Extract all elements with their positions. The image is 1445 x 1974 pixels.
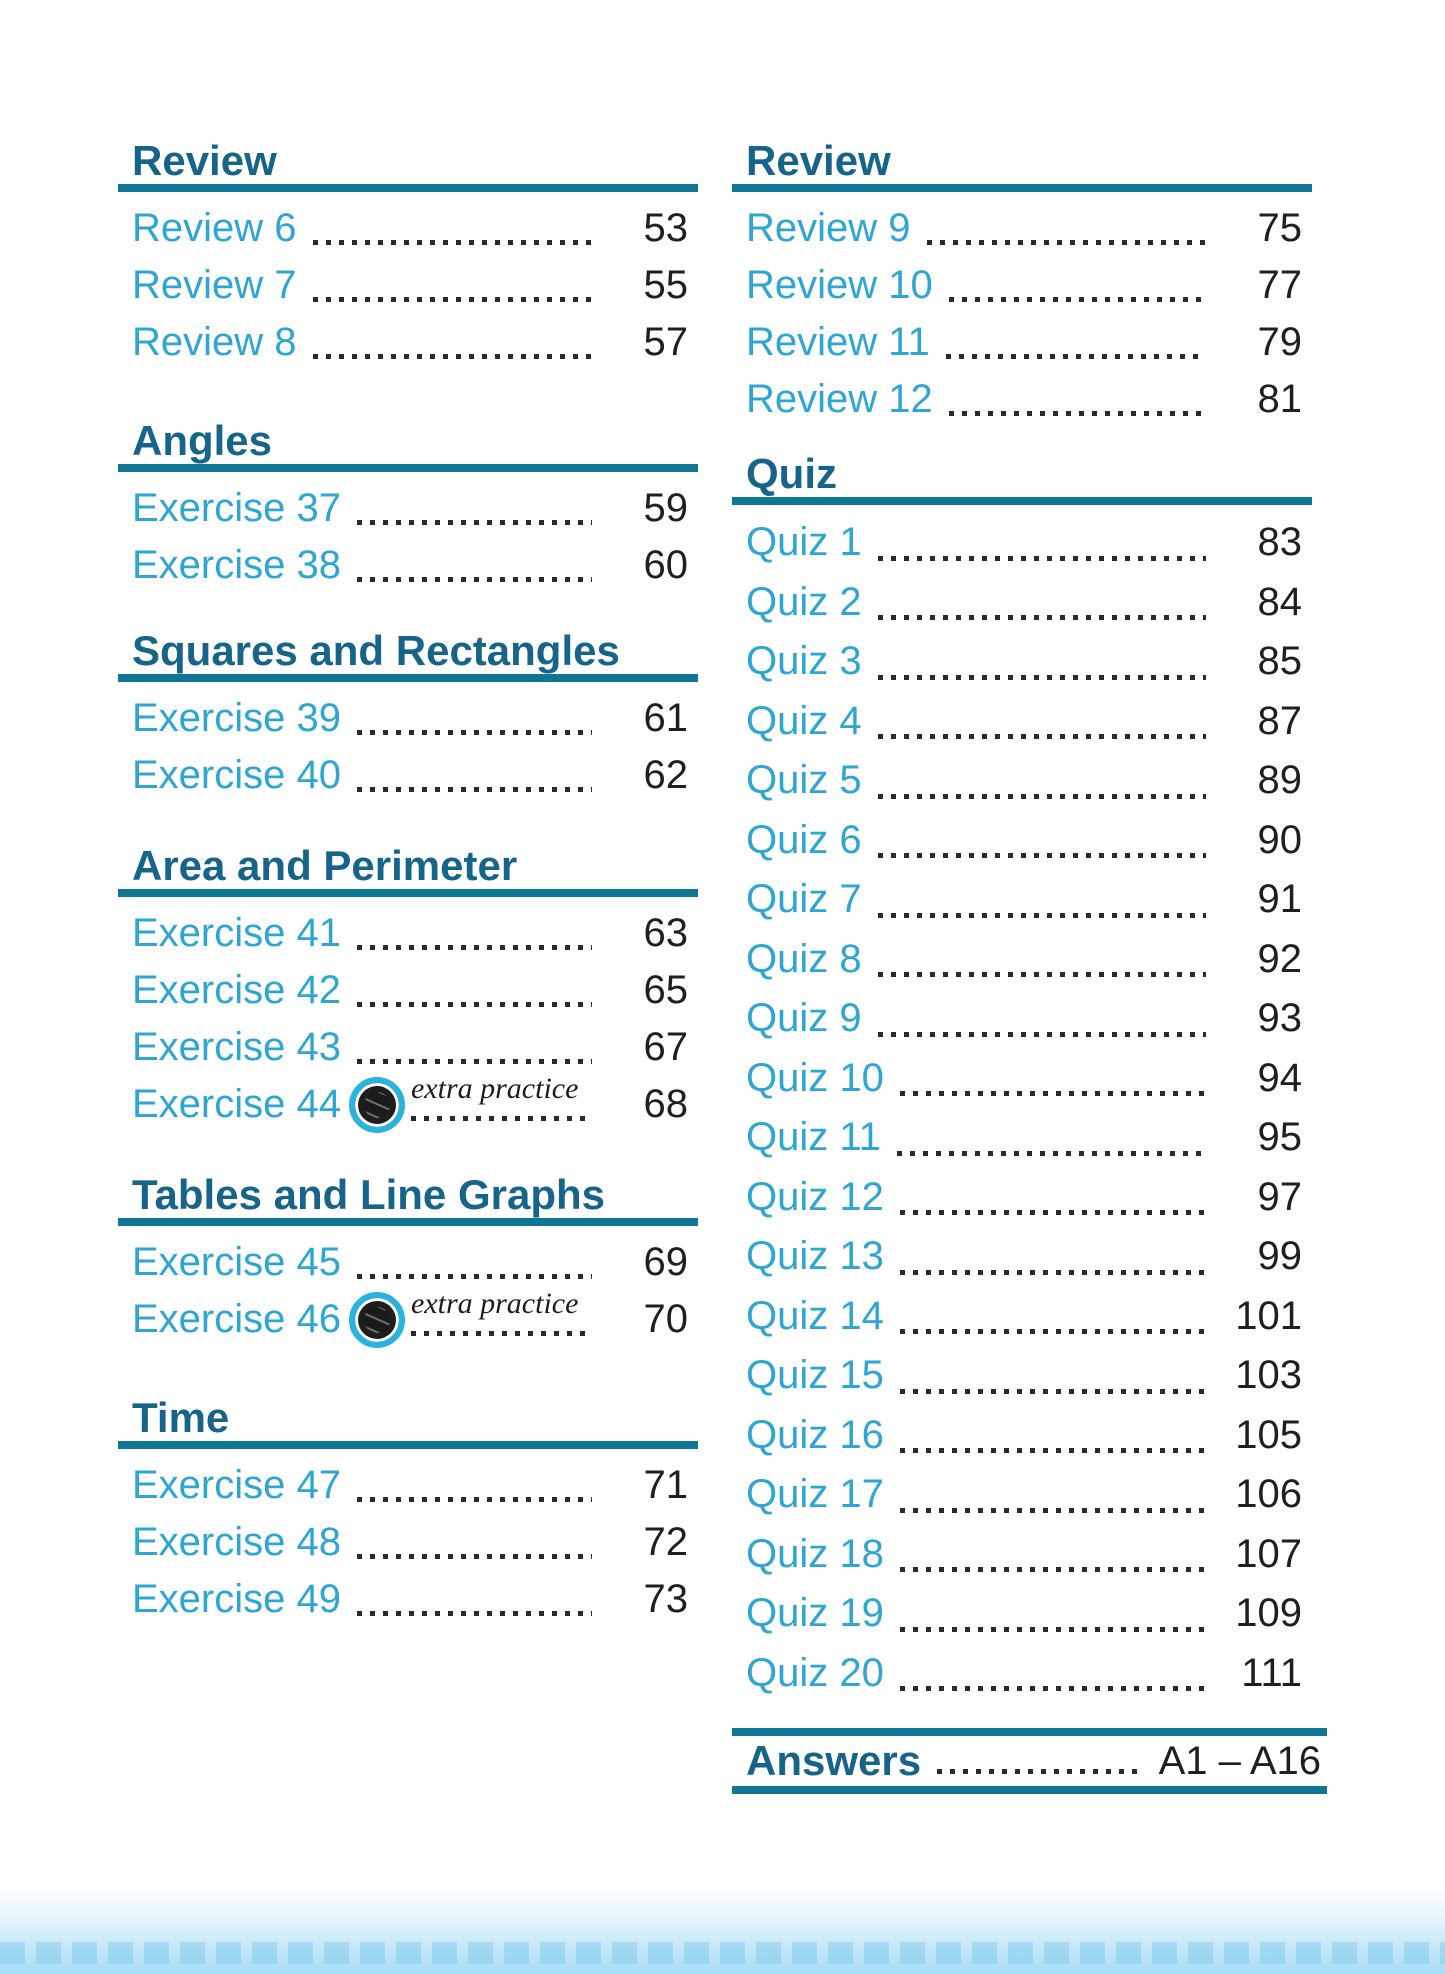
toc-entry-label: Review 7 (132, 263, 297, 307)
toc-entry-row (118, 1571, 698, 1628)
leader-area (341, 962, 608, 1019)
dot-leader (878, 734, 1206, 739)
toc-entry-page-number: 53 (643, 206, 688, 250)
toc-entry-label: Quiz 19 (746, 1591, 884, 1636)
toc-entry-label: Exercise 47 (132, 1463, 341, 1507)
leader-area (862, 811, 1222, 871)
dot-leader (313, 240, 592, 245)
section-rows (732, 200, 1312, 428)
toc-entry-row (732, 513, 1312, 573)
toc-entry-row (118, 1019, 698, 1076)
toc-entry-label: Quiz 17 (746, 1472, 884, 1517)
toc-entry-page-number: 97 (1257, 1174, 1302, 1219)
section-title: Tables and Line Graphs (118, 1172, 698, 1226)
leader-area (862, 930, 1222, 990)
section-rows (118, 690, 698, 804)
toc-entry-page-number: 63 (643, 911, 688, 955)
dot-leader (357, 520, 592, 525)
dot-leader (900, 1567, 1206, 1572)
leader-area (405, 1072, 608, 1133)
toc-entry-page-number: 101 (1235, 1293, 1302, 1338)
leader-area (884, 1287, 1222, 1347)
toc-entry-page-number: 94 (1257, 1055, 1302, 1100)
leader-area (884, 1525, 1222, 1585)
leader-area (884, 1049, 1222, 1109)
dot-leader (357, 1554, 592, 1559)
dot-leader (313, 297, 592, 302)
leader-area (933, 257, 1222, 314)
dot-leader (357, 787, 592, 792)
toc-entry-row (118, 1514, 698, 1571)
toc-entry-label: Review 11 (746, 320, 930, 364)
toc-entry-row (118, 480, 698, 537)
dot-leader (878, 913, 1206, 918)
toc-entry-label: Quiz 7 (746, 877, 862, 922)
toc-entry-label: Review 9 (746, 206, 911, 250)
toc-entry-label: Quiz 5 (746, 758, 862, 803)
toc-entry-page-number: 89 (1257, 758, 1302, 803)
toc-entry-label: Exercise 38 (132, 543, 341, 587)
toc-entry-page-number: 79 (1257, 320, 1302, 364)
toc-entry-label: Exercise 37 (132, 486, 341, 530)
dot-leader (900, 1389, 1206, 1394)
toc-entry-label: Quiz 8 (746, 936, 862, 981)
dot-leader (878, 794, 1206, 799)
answers-row (732, 1728, 1327, 1794)
toc-entry-label: Exercise 45 (132, 1240, 341, 1284)
toc-entry-label: Quiz 2 (746, 579, 862, 624)
leader-area (341, 1234, 608, 1291)
toc-entry-row (732, 1406, 1312, 1466)
toc-entry-label: Exercise 40 (132, 753, 341, 797)
dot-leader (357, 1611, 592, 1616)
section-title: Review (118, 138, 698, 192)
section-rows (118, 1457, 698, 1628)
toc-entry-label: Exercise 39 (132, 696, 341, 740)
dot-leader (313, 354, 592, 359)
toc-entry-page-number: 57 (643, 320, 688, 364)
toc-entry-page-number: 72 (643, 1520, 688, 1564)
leader-area (862, 870, 1222, 930)
toc-section (118, 1172, 698, 1348)
section-rows (118, 200, 698, 371)
toc-entry-label: Quiz 9 (746, 996, 862, 1041)
leader-area (884, 1406, 1222, 1466)
dot-leader (900, 1627, 1206, 1632)
dot-leader (900, 1508, 1206, 1513)
toc-entry-page-number: 67 (643, 1025, 688, 1069)
toc-section (118, 843, 698, 1133)
toc-entry-row (732, 811, 1312, 871)
leader-area (862, 989, 1222, 1049)
toc-entry-page-number: 68 (643, 1082, 688, 1126)
toc-entry-page-number: 73 (643, 1577, 688, 1621)
leader-area (297, 200, 608, 257)
toc-section (118, 418, 698, 594)
answers-label: Answers (746, 1737, 922, 1784)
extra-practice-label: extra practice (410, 1072, 579, 1105)
leader-area (341, 905, 608, 962)
leader-area (884, 1346, 1222, 1406)
leader-area (341, 1514, 608, 1571)
dot-leader (897, 1151, 1206, 1156)
dot-leader (946, 354, 1206, 359)
dot-leader (900, 1448, 1206, 1453)
toc-entry-page-number: 99 (1257, 1234, 1302, 1279)
section-rows (118, 1234, 698, 1348)
toc-entry-label: Quiz 14 (746, 1293, 884, 1338)
toc-entry-row (732, 1227, 1312, 1287)
toc-entry-label: Quiz 4 (746, 698, 862, 743)
toc-entry-row (732, 371, 1312, 428)
leader-area (862, 573, 1222, 633)
toc-entry-page-number: 111 (1241, 1650, 1302, 1695)
toc-entry-label: Exercise 49 (132, 1577, 341, 1621)
toc-entry-row (118, 905, 698, 962)
toc-entry-label: Review 12 (746, 377, 933, 421)
dot-leader (357, 1002, 592, 1007)
extra-practice-label: extra practice (410, 1287, 579, 1320)
toc-entry-row (118, 257, 698, 314)
leader-area (884, 1644, 1222, 1704)
leader-area (341, 480, 608, 537)
leader-area (933, 371, 1222, 428)
toc-entry-page-number: 105 (1235, 1412, 1302, 1457)
dot-leader (900, 1329, 1206, 1334)
toc-entry-row (732, 1525, 1312, 1585)
toc-entry-label: Exercise 48 (132, 1520, 341, 1564)
toc-entry-label: Exercise 43 (132, 1025, 341, 1069)
dot-leader (357, 1274, 592, 1279)
toc-entry-row (732, 870, 1312, 930)
toc-entry-row (732, 930, 1312, 990)
leader-area (341, 747, 608, 804)
toc-entry-page-number: 93 (1257, 996, 1302, 1041)
dot-leader (927, 240, 1206, 245)
extra-practice-icon (349, 1077, 405, 1133)
toc-entry-label: Quiz 15 (746, 1353, 884, 1398)
section-title: Squares and Rectangles (118, 628, 698, 682)
toc-entry-row (732, 1346, 1312, 1406)
toc-entry-label: Exercise 46 (132, 1297, 341, 1341)
toc-entry-label: Quiz 18 (746, 1531, 884, 1576)
toc-entry-page-number: 83 (1257, 520, 1302, 565)
leader-area (862, 632, 1222, 692)
section-rows (732, 513, 1312, 1703)
toc-entry-row (118, 1457, 698, 1514)
toc-entry-label: Quiz 1 (746, 520, 862, 565)
dot-leader (357, 1497, 592, 1502)
leader-area (884, 1168, 1222, 1228)
toc-entry-page-number: 61 (643, 696, 688, 740)
toc-entry-page-number: 87 (1257, 698, 1302, 743)
leader-area (884, 1584, 1222, 1644)
toc-entry-row (732, 1465, 1312, 1525)
toc-entry-page-number: 59 (643, 486, 688, 530)
toc-entry-page-number: 81 (1257, 377, 1302, 421)
toc-entry-page-number: 103 (1235, 1353, 1302, 1398)
dot-leader (949, 297, 1206, 302)
dot-leader (878, 853, 1206, 858)
toc-entry-row (732, 989, 1312, 1049)
toc-entry-page-number: 92 (1257, 936, 1302, 981)
toc-section (118, 1395, 698, 1628)
toc-entry-label: Quiz 13 (746, 1234, 884, 1279)
toc-entry-row (118, 1287, 698, 1348)
leader-area (930, 314, 1222, 371)
toc-entry-label: Exercise 42 (132, 968, 341, 1012)
toc-entry-label: Quiz 16 (746, 1412, 884, 1457)
toc-section (118, 628, 698, 804)
dot-leader (949, 411, 1206, 416)
toc-entry-label: Quiz 20 (746, 1650, 884, 1695)
toc-entry-row (732, 573, 1312, 633)
toc-entry-row (732, 1168, 1312, 1228)
dot-leader (357, 945, 592, 950)
leader-area (862, 513, 1222, 573)
section-rows (118, 480, 698, 594)
toc-entry-label: Quiz 3 (746, 639, 862, 684)
leader-area (884, 1227, 1222, 1287)
dot-leader (937, 1769, 1145, 1774)
toc-entry-page-number: 70 (643, 1297, 688, 1341)
toc-entry-page-number: 90 (1257, 817, 1302, 862)
section-title: Quiz (732, 451, 1312, 505)
leader-area (884, 1465, 1222, 1525)
toc-entry-page-number: 109 (1235, 1591, 1302, 1636)
toc-entry-row (118, 962, 698, 1019)
dot-leader (900, 1686, 1206, 1691)
leader-area (911, 200, 1222, 257)
dot-leader (878, 972, 1206, 977)
leader-area (341, 1019, 608, 1076)
toc-entry-row (732, 314, 1312, 371)
leader-area (862, 751, 1222, 811)
toc-entry-page-number: 60 (643, 543, 688, 587)
dot-leader (878, 556, 1206, 561)
toc-entry-row (732, 257, 1312, 314)
toc-entry-page-number: 95 (1257, 1115, 1302, 1160)
toc-entry-row (732, 692, 1312, 752)
dot-leader (900, 1270, 1206, 1275)
toc-entry-row (732, 1287, 1312, 1347)
toc-entry-label: Quiz 6 (746, 817, 862, 862)
toc-entry-row (118, 1234, 698, 1291)
toc-entry-row (732, 751, 1312, 811)
toc-entry-label: Exercise 44 (132, 1082, 341, 1126)
leader-area (341, 537, 608, 594)
toc-entry-label: Exercise 41 (132, 911, 341, 955)
toc-entry-row (732, 1584, 1312, 1644)
toc-entry-page-number: 62 (643, 753, 688, 797)
dot-leader (357, 1059, 592, 1064)
toc-entry-page-number: 65 (643, 968, 688, 1012)
toc-entry-page-number: 69 (643, 1240, 688, 1284)
section-title: Review (732, 138, 1312, 192)
dot-leader (900, 1210, 1206, 1215)
toc-entry-page-number: 77 (1257, 263, 1302, 307)
leader-area (297, 257, 608, 314)
toc-entry-page-number: 85 (1257, 639, 1302, 684)
dot-leader (357, 730, 592, 735)
toc-entry-row (732, 632, 1312, 692)
leader-area (405, 1287, 608, 1348)
dot-leader (878, 615, 1206, 620)
leader-area (862, 692, 1222, 752)
dot-leader (411, 1331, 592, 1336)
toc-entry-page-number: 75 (1257, 206, 1302, 250)
toc-entry-page-number: 91 (1257, 877, 1302, 922)
toc-section (732, 451, 1312, 1703)
section-title: Angles (118, 418, 698, 472)
toc-entry-row (118, 1072, 698, 1133)
section-rows (118, 905, 698, 1133)
toc-entry-row (118, 200, 698, 257)
dot-leader (878, 675, 1206, 680)
dot-leader (357, 577, 592, 582)
toc-entry-row (732, 1108, 1312, 1168)
toc-entry-page-number: 107 (1235, 1531, 1302, 1576)
leader-area (341, 690, 608, 747)
bottom-gradient (0, 1884, 1445, 1974)
section-title: Area and Perimeter (118, 843, 698, 897)
toc-entry-label: Review 10 (746, 263, 933, 307)
toc-entry-page-number: 55 (643, 263, 688, 307)
toc-entry-row (118, 747, 698, 804)
toc-entry-page-number: 106 (1235, 1472, 1302, 1517)
toc-entry-row (732, 1644, 1312, 1704)
toc-section (732, 138, 1312, 428)
dot-leader (411, 1116, 592, 1121)
toc-entry-row (732, 1049, 1312, 1109)
toc-entry-page-number: 84 (1257, 579, 1302, 624)
toc-entry-label: Review 6 (132, 206, 297, 250)
extra-practice-icon (349, 1292, 405, 1348)
toc-entry-page-number: 71 (643, 1463, 688, 1507)
leader-area (297, 314, 608, 371)
answers-page-number: A1 – A16 (1158, 1738, 1321, 1783)
section-title: Time (118, 1395, 698, 1449)
leader-area (341, 1457, 608, 1514)
toc-entry-row (118, 690, 698, 747)
toc-entry-row (732, 200, 1312, 257)
toc-entry-label: Quiz 11 (746, 1115, 881, 1160)
toc-entry-label: Quiz 12 (746, 1174, 884, 1219)
toc-entry-row (118, 314, 698, 371)
toc-entry-label: Review 8 (132, 320, 297, 364)
dot-leader (900, 1091, 1206, 1096)
toc-entry-label: Quiz 10 (746, 1055, 884, 1100)
toc-section (118, 138, 698, 371)
leader-area (341, 1571, 608, 1628)
dot-leader (878, 1032, 1206, 1037)
leader-area (881, 1108, 1222, 1168)
toc-entry-row (118, 537, 698, 594)
